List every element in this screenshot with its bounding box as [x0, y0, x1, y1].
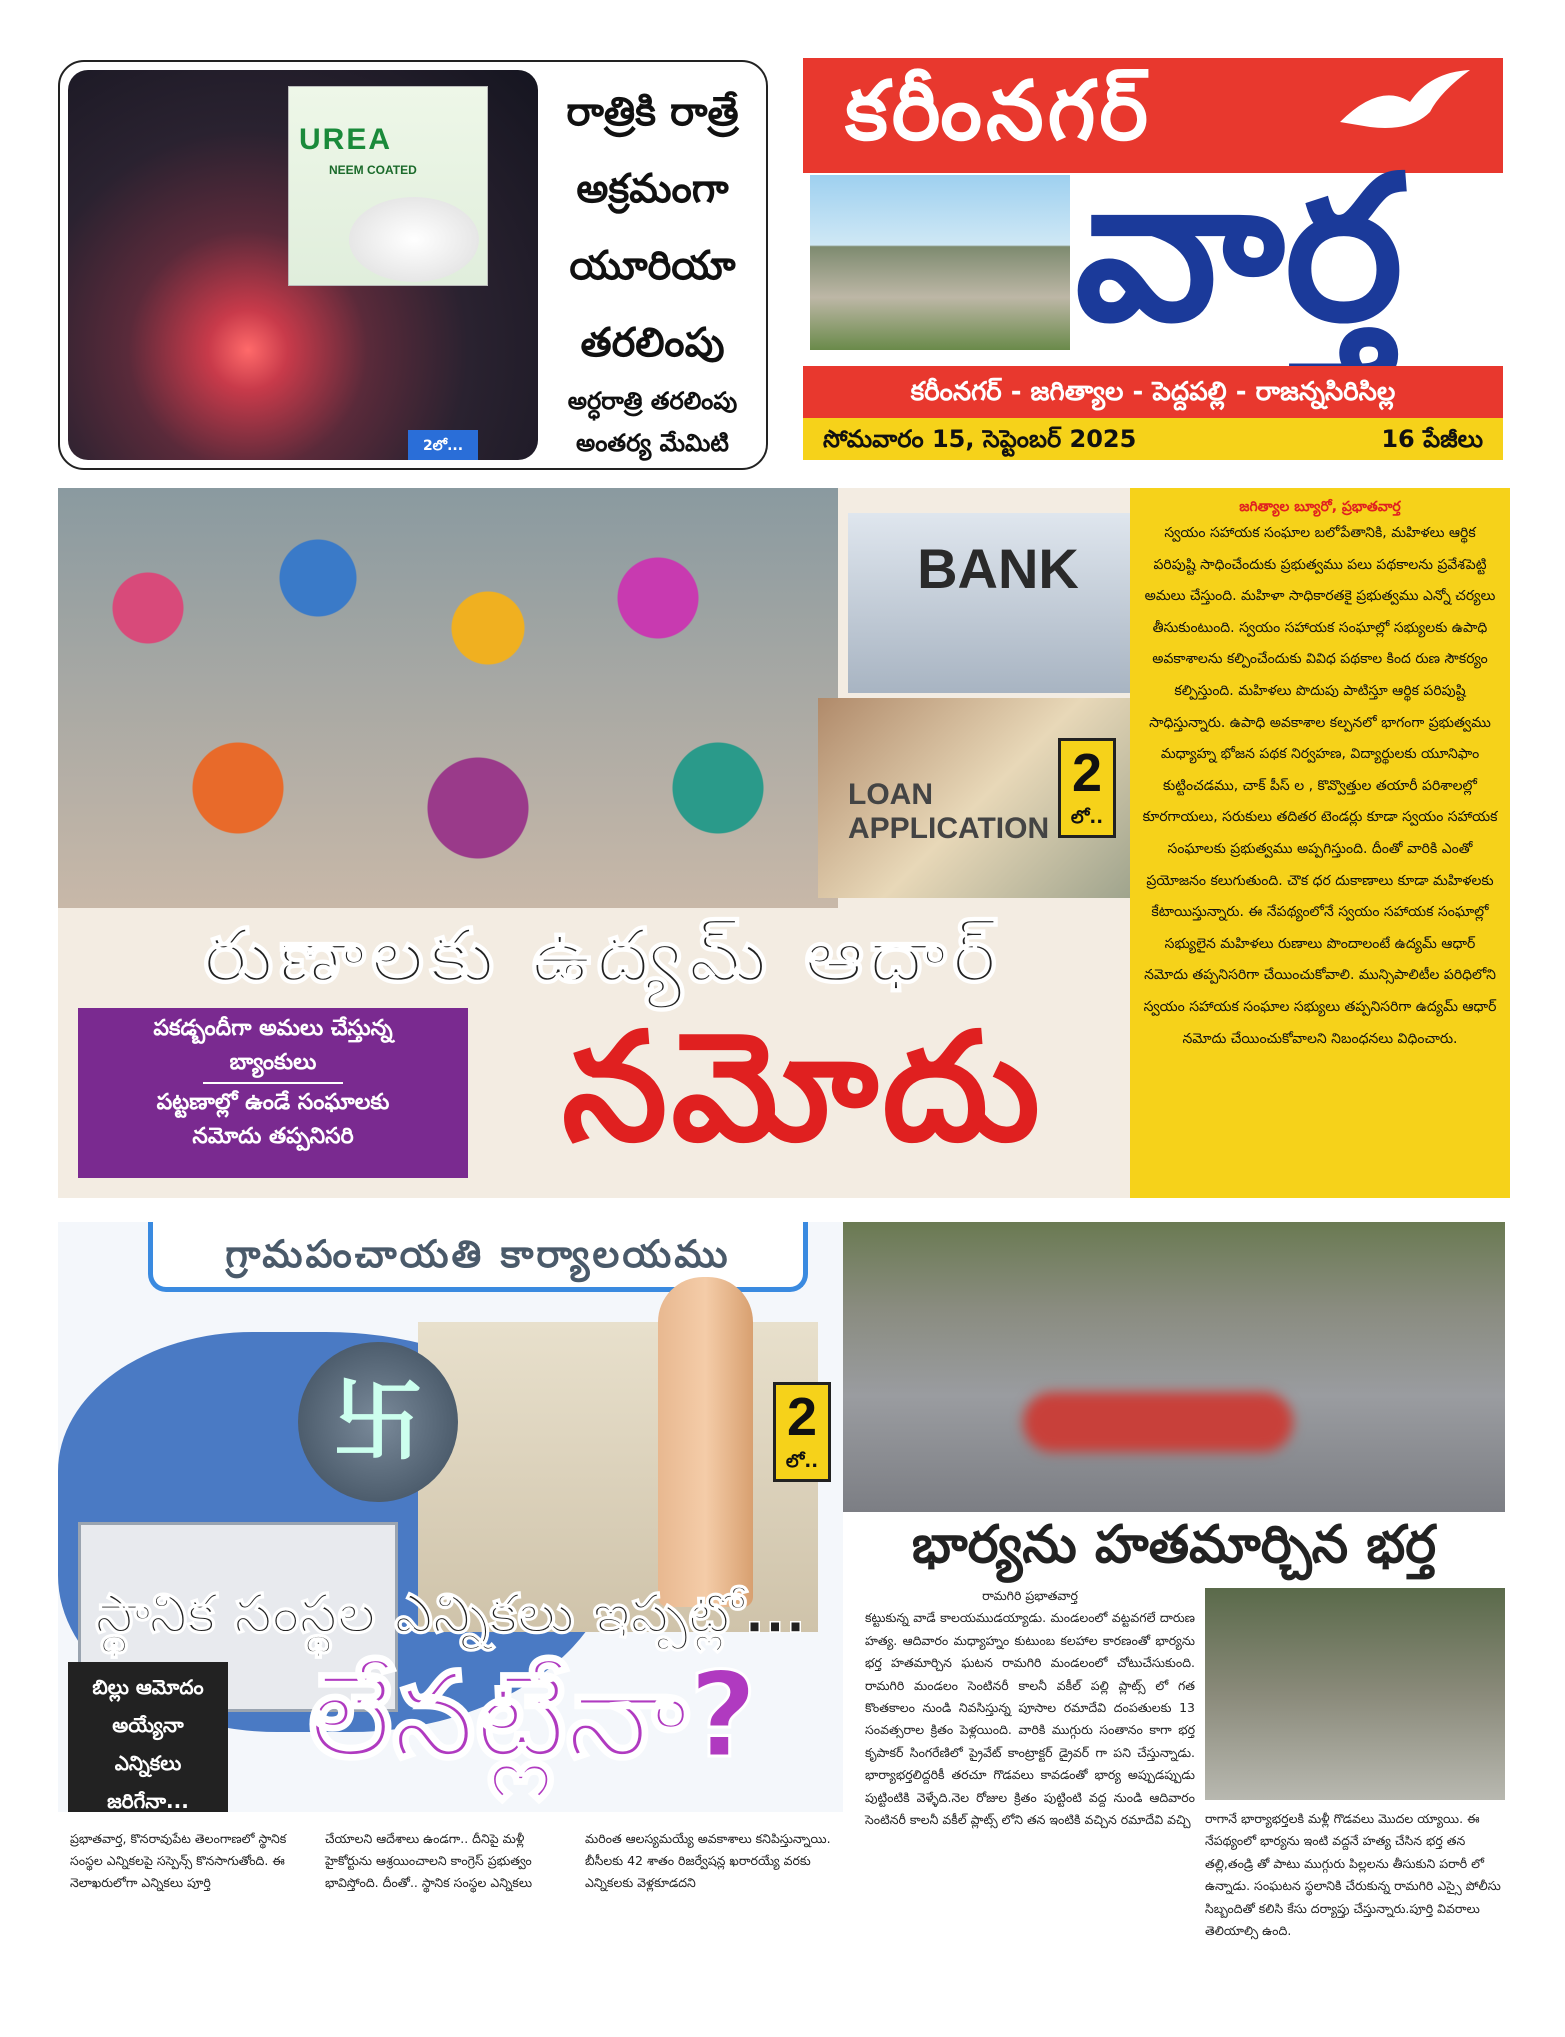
lead-body: స్వయం సహాయక సంఘాల బలోపేతానికి, మహిళలు ఆర్థిక పరిపుష్టి సాధించేందుకు ప్రభుత్వము పలు పథకాలను ప్రవేశపెట్టి అమలు చేస్తుంది. మహిళా సాధికారతకై ప్రభుత్వము ఎన్నో చర్యలు తీసుకుంటుంది. స్వయం సహాయక సంఘాల్లో సభ్యులకు ఉపాధి అవకాశాలను కల్పించేందుకు వివిధ పథకాల కింద రుణ సౌకర్యం కల్పిస్తుంది. మహిళలు పొదుపు పాటిస్తూ ఆర్థిక పరిపుష్టి సాధిస్తున్నారు. ఉపాధి అవకాశాల కల్పనలో భాగంగా ప్రభుత్వము మధ్యాహ్న భోజన పథక నిర్వహణ, విద్యార్థులకు యూనిఫాం కుట్టించడము, చాక్ పీస్ ల , కొవ్వొత్తుల తయారీ పరిశాలల్లో కూరగాయలు, సరుకులు తదితర టెండర్లు కూడా స్వయం సహాయక సంఘాలకు ప్రభుత్వము అప్పగిస్తుంది. దీంతో వారికి ఎంతో ప్రయోజనం కలుగుతుంది. చౌక ధర దుకాణాలు కూడా మహిళలకు కేటాయిస్తున్నారు. ఈ నేపథ్యంలోనే స్వయం సహాయక సంఘాల్లో సభ్యులైన మహిళలు రుణాలు పొందాలంటే ఉద్యమ్ ఆధార్ నమోదు తప్పనిసరిగా చేయించుకోవాలి. మున్సిపాలిటీల పరిధిలోని స్వయం సహాయక సంఘాల సభ్యులు తప్పనిసరిగా ఉద్యమ్ ఆధార్ నమోదు చేయించుకోవాలని నిబంధనలు విధించారు. — [1142, 525, 1498, 1047]
lead-deck — [78, 1008, 468, 1178]
region-strip: కరీంనగర్ - జగిత్యాల - పెద్దపల్లి - రాజన్నసిరిసిల్ల — [803, 366, 1503, 418]
teaser-sub-line: అంతర్య మేమిటి — [576, 429, 729, 457]
application-word: APPLICATION — [848, 812, 1050, 845]
crime-body — [865, 1585, 1195, 1831]
page-badge[interactable] — [1058, 738, 1116, 838]
lead-story-text — [1130, 488, 1510, 1198]
deck-divider — [203, 1082, 343, 1084]
masthead-title: వార్త — [1075, 133, 1404, 366]
election-headline-2: లేనట్లేనా? — [308, 1646, 758, 1784]
deck-line: నమోదు తప్పనిసరి — [192, 1124, 354, 1149]
teaser-box[interactable] — [58, 60, 768, 470]
badge-number: 2 — [786, 1387, 818, 1447]
election-col-3: మరింత ఆలస్యమయ్యే అవకాశాలు కనిపిస్తున్నాయి. బీసీలకు 42 శాతం రిజర్వేషన్ల ఖరారయ్యే వరకు ఎన్నికలకు వెళ్లకూడదని — [585, 1831, 831, 1890]
deck-line: అయ్యేనా — [112, 1713, 184, 1737]
dam-photo — [810, 175, 1070, 350]
page-count: 16 పేజీలు — [1381, 425, 1483, 453]
issue-date: సోమవారం 15, సెప్టెంబర్ 2025 — [823, 425, 1137, 453]
teaser-subhead — [540, 380, 765, 464]
urea-bag-image — [288, 86, 488, 286]
crime-headline: భార్యను హతమార్చిన భర్త — [911, 1515, 1437, 1575]
badge-suffix: లో.. — [785, 1451, 819, 1472]
election-col-2: చేయాలని ఆదేశాలు ఉండగా.. దీనిపై మళ్లీ హైకోర్టును ఆశ్రయించాలని కాంగ్రెస్ ప్రభుత్వం భావిస్తోంది. దీంతో.. స్థానిక సంస్థల ఎన్నికలు — [325, 1831, 533, 1890]
urea-brand: UREA — [299, 123, 393, 156]
panchayat-sign: గ్రామపంచాయతి కార్యాలయము — [148, 1222, 808, 1292]
masthead-name: కరీంనగర్ — [845, 64, 1153, 159]
page-ref[interactable]: 2లో... — [408, 430, 478, 460]
lead-story-photo — [58, 488, 1148, 1198]
lead-headline-2: నమోదు — [562, 1001, 1044, 1175]
election-deck — [68, 1662, 228, 1812]
crime-scene-photo — [843, 1222, 1505, 1512]
blurred-victim-image — [1023, 1392, 1293, 1452]
urea-night-photo — [68, 70, 538, 460]
lead-dateline: జగిత్యాల బ్యూరో, ప్రభాతవార్త — [1239, 499, 1401, 515]
swastik-stamp-icon: 卐 — [298, 1342, 458, 1502]
teaser-line: రాత్రికి రాత్రే — [566, 89, 739, 135]
teaser-line: అక్రమంగా — [576, 166, 729, 212]
election-col-1: ప్రభాతవార్త, కొనరావుపేట తెలంగాణలో స్థానిక సంస్థల ఎన్నికలపై సస్పెన్స్ కొనసాగుతోంది. ఈ నెలాఖరులోగా ఎన్నికలు పూర్తి — [70, 1831, 287, 1890]
police-scene-photo — [1205, 1588, 1505, 1800]
election-headline-1: స్థానిక సంస్థల ఎన్నికలు ఇప్పట్లో... — [95, 1582, 806, 1645]
page-badge[interactable] — [773, 1382, 831, 1482]
deck-line: పట్టణాల్లో ఉండే సంఘాలకు — [156, 1090, 390, 1115]
deck-line: బిల్లు ఆమోదం — [92, 1675, 204, 1699]
inked-finger-image — [658, 1277, 753, 1607]
badge-suffix: లో.. — [1070, 807, 1104, 828]
teaser-line: తరలింపు — [580, 320, 725, 366]
badge-number: 2 — [1071, 743, 1103, 803]
urea-bowl — [349, 197, 479, 282]
date-strip — [803, 418, 1503, 460]
teaser-sub-line: అర్ధరాత్రి తరలింపు — [567, 387, 738, 415]
deck-line: ఎన్నికలు — [114, 1751, 182, 1775]
teaser-headline — [540, 74, 765, 382]
deck-line: పకడ్బందీగా అమలు చేస్తున్న — [153, 1016, 393, 1041]
election-story-graphic — [58, 1222, 843, 1812]
crime-body-text: కట్టుకున్న వాడే కాలయముడయ్యాడు. మండలంలో వట్టవగలే దారుణ హత్య. ఆదివారం మధ్యాహ్నం కుటుంబ కలహాల కారణంతో భార్యను భర్త హతమార్చిన ఘటన రామగిరి మండలంలో చోటుచేసుకుంది. రామగిరి మండలం సెంటినరీ కాలనీ వకీల్ పల్లి ప్లాట్స్ లో గత కొంతకాలం నుండి నివసిస్తున్న పూసాల రమాదేవి దంపతులకు 13 సంవత్సరాల క్రితం పెళ్లయింది. వారికి ముగ్గురు సంతానం కాగా భర్త కృపాకర్ సింగరేణిలో ప్రైవేట్ కాంట్రాక్టర్ డ్రైవర్ గా పని చేస్తున్నాడు. భార్యాభర్తలిద్దరికీ తరచూ గొడవలు కావడంతో భార్య అప్పుడప్పుడు పుట్టింటికి వెళ్ళేది.నెల రోజుల క్రితం పుట్టింటి వద్ద నుండి ఆదివారం సెంటినరీ కాలనీ వకీల్ ప్లాట్స్ లోని తన ఇంటికి వచ్చిన రమాదేవి వచ్చి — [865, 1610, 1195, 1828]
lead-headline-1: రుణాలకు ఉద్యమ్ ఆధార్ — [203, 913, 1003, 999]
bank-label: BANK — [917, 537, 1079, 600]
loan-word: LOAN — [848, 778, 933, 811]
deck-line: బ్యాంకులు — [229, 1050, 317, 1075]
deck-line: జరిగేనా... — [107, 1789, 189, 1812]
women-group-photo — [58, 488, 838, 908]
urea-subtitle: NEEM COATED — [329, 163, 417, 177]
loan-application-label — [848, 778, 1049, 846]
crime-dateline: రామగిరి ప్రభాతవార్త — [982, 1588, 1078, 1603]
crime-body-continued: రాగానే భార్యాభర్తలకి మళ్లీ గొడవలు మొదల య్యాయి. ఈ నేపథ్యంలో భార్యను ఇంటి వద్దనే హత్య చేసిన భర్త తన తల్లి,తండ్రి తో పాటు ముగ్గురు పిల్లలను తీసుకుని పరారీ లో ఉన్నాడు. సంఘటన స్థలానికి చేరుకున్న రామగిరి ఎస్సై పోలీసు సిబ్బందితో కలిసి కేసు దర్యాప్తు చేస్తున్నారు.పూర్తి వివరాలు తెలియాల్సి ఉంది. — [1205, 1811, 1501, 1939]
teaser-line: యూరియా — [569, 243, 736, 289]
